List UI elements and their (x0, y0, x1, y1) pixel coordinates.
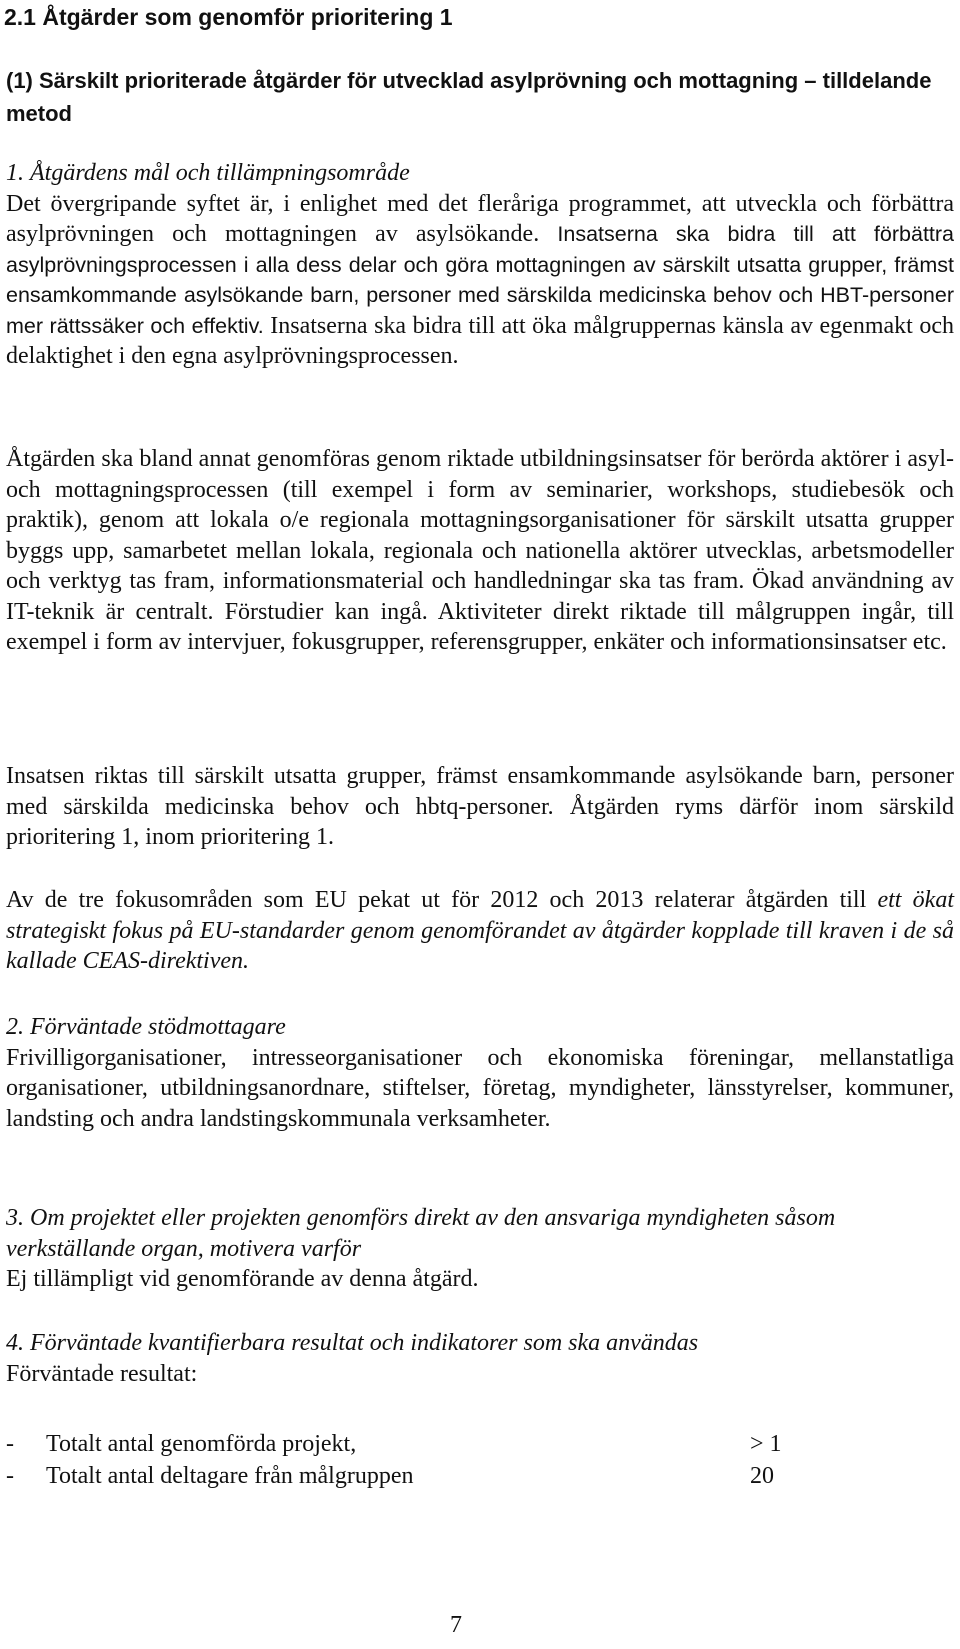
section-heading: 2.1 Åtgärder som genomför prioritering 1 (4, 4, 453, 30)
section-4-label: Förväntade resultat: (6, 1360, 198, 1387)
results-list (6, 1428, 954, 1492)
section-1 (6, 158, 954, 372)
section-1-title: 1. Åtgärdens mål och tillämpningsområde (6, 160, 410, 186)
section-3-title: 3. Om projektet eller projekten genomförs direkt av den ansvariga myndigheten såsom verkställande organ, motivera varför (6, 1205, 836, 1262)
list-dash: - (6, 1463, 14, 1489)
section-1-intro: Det övergripande syftet är, i enlighet med det fleråriga programmet, att utveckla och förbättra asylprövningen och mottagningen av asylsökande. (6, 190, 954, 247)
section-3-body: Ej tillämpligt vid genomförande av denna åtgärd. (6, 1266, 479, 1292)
section-2-body: Frivilligorganisationer, intresseorganisationer och ekonomiska föreningar, mellanstatliga organisationer, utbildningsanordnare, stiftelser, företag, myndigheter, länsstyrelser, kommuner, landsting och andra landstingskommunala verksamheter. (6, 1044, 954, 1132)
list-item-value: 20 (750, 1463, 774, 1489)
section-1-paragraph-4-text: Av de tre fokusområden som EU pekat ut för 2012 och 2013 relaterar åtgärden till (6, 887, 867, 913)
measure-subheading: (1) Särskilt prioriterade åtgärder för utvecklad asylprövning och mottagning – tilldelande metod (6, 68, 932, 126)
list-item-text: Totalt antal deltagare från målgruppen (46, 1463, 414, 1489)
section-2-title: 2. Förväntade stödmottagare (6, 1014, 286, 1040)
list-item-value: > 1 (750, 1431, 782, 1457)
section-1-paragraph-2: Åtgärden ska bland annat genomföras genom riktade utbildningsinsatser för berörda aktörer i asyl- och mottagningsprocessen (till exempel i form av seminarier, workshops, studiebesök och praktik), genom att lokala o/e regionala mottagningsorganisationer för särskilt utsatta grupper byggs upp, samarbetet mellan lokala, regionala och nationella aktörer utvecklas, arbetsmodeller och verktyg tas fram, informationsmaterial och handledningar ska tas fram. Ökad användning av IT-teknik är centralt. Förstudier kan ingå. Aktiviteter direkt riktade till målgruppen ingår, till exempel i form av intervjuer, fokusgrupper, referensgrupper, enkäter och informationsinsatser etc. (6, 446, 954, 655)
list-item (6, 1428, 954, 1460)
section-1-paragraph-3: Insatsen riktas till särskilt utsatta grupper, främst ensamkommande asylsökande barn, personer med särskilda medicinska behov och hbtq-personer. Åtgärden ryms därför inom särskild prioritering 1, inom prioritering 1. (6, 763, 954, 850)
page-number: 7 (450, 1612, 462, 1638)
list-item (6, 1460, 954, 1492)
section-1-intro-sans: Insatserna ska bidra till att förbättra asylprövningsprocessen i alla dess delar och göra mottagningen av särskilt utsatta grupper, främst ensamkommande asylsökande barn, personer med särskilda medicinska behov och HBT-personer mer rättssäker och effektiv. (6, 222, 955, 338)
section-1-paragraph-4 (6, 885, 954, 977)
section-4 (6, 1328, 954, 1389)
section-2 (6, 1012, 954, 1134)
section-4-title: 4. Förväntade kvantifierbara resultat och indikatorer som ska användas (6, 1330, 699, 1356)
list-dash: - (6, 1431, 14, 1457)
section-3 (6, 1203, 954, 1295)
list-item-text: Totalt antal genomförda projekt, (46, 1431, 357, 1457)
section-1-intro-end: Insatserna ska bidra till att öka målgruppernas känsla av egenmakt och delaktighet i den egna asylprövningsprocessen. (6, 312, 955, 369)
section-1-paragraph-4-italic: ett ökat strategiskt fokus på EU-standarder genom genomförandet av åtgärder kopplade till kraven i de så kallade CEAS-direktiven. (6, 887, 955, 974)
